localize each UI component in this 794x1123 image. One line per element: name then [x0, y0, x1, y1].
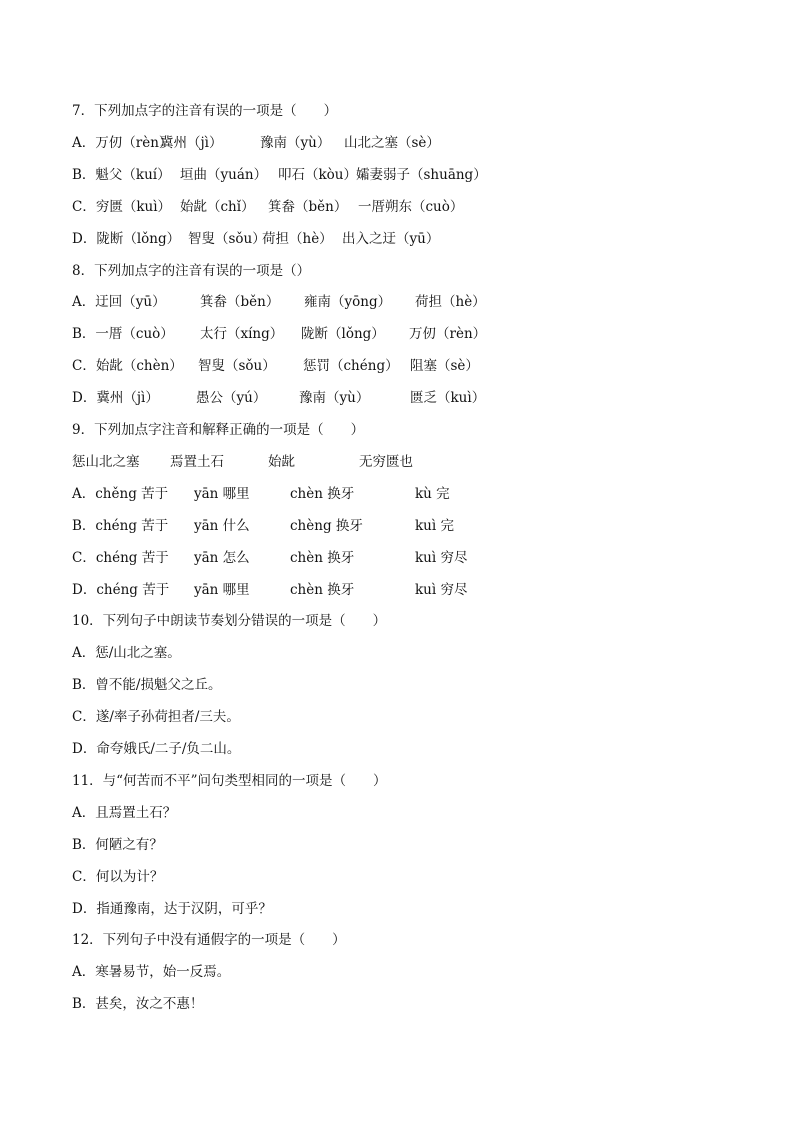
option-row — [72, 355, 734, 377]
option-row — [72, 291, 734, 313]
option-cell: 陇断（lǒng） — [301, 326, 385, 343]
option-cell: 惩山北之塞 — [72, 453, 140, 470]
option-cell: C．穷匮（kuì） — [72, 198, 172, 215]
option-cell: D．陇断（lǒng） — [72, 230, 181, 247]
option-cell: 孀妻弱子（shuāng） — [356, 166, 487, 183]
option-cell: 始龀（chǐ） — [180, 198, 255, 215]
option-cell: chèn 换牙 — [290, 485, 355, 502]
question-stem: 10．下列句子中朗读节奏划分错误的一项是（ ） — [72, 613, 387, 630]
option-cell: 太行（xíng） — [200, 326, 284, 343]
option-cell: kuì 穷尽 — [415, 581, 468, 598]
option-cell: A．迂回（yū） — [72, 294, 166, 311]
option-cell: 万仞（rèn） — [409, 326, 487, 343]
option-cell: yān 怎么 — [194, 549, 250, 566]
option-cell: 冀州（jì） — [160, 134, 223, 151]
option-cell: yān 哪里 — [194, 485, 250, 502]
option-cell: chèn 换牙 — [290, 581, 355, 598]
option-cell: 箕畚（běn） — [268, 198, 348, 215]
option-cell: 匮乏（kuì） — [410, 390, 486, 407]
option-row — [72, 547, 734, 569]
question-stem: 11．与“何苦而不平”问句类型相同的一项是（ ） — [72, 772, 387, 789]
option-cell: D．冀州（jì） — [72, 390, 159, 407]
option-row — [72, 164, 734, 186]
option-cell: 阻塞（sè） — [410, 358, 479, 375]
option-row — [72, 196, 734, 218]
option-cell: B．chéng 苦于 — [72, 517, 169, 534]
option-line: B．甚矣，汝之不惠！ — [72, 996, 204, 1013]
option-cell: 豫南（yù） — [299, 390, 370, 407]
option-cell: 焉置土石 — [170, 453, 224, 470]
option-line: B．何陋之有？ — [72, 836, 163, 853]
option-row — [72, 323, 734, 345]
option-row — [72, 579, 734, 601]
option-cell: D．chéng 苦于 — [72, 581, 170, 598]
option-line: B．曾不能/损魁父之丘。 — [72, 677, 222, 694]
option-cell: 惩罚（chéng） — [303, 358, 399, 375]
option-cell: 箕畚（běn） — [200, 294, 280, 311]
question-stem: 9．下列加点字注音和解释正确的一项是（ ） — [72, 422, 365, 438]
option-cell: C．chéng 苦于 — [72, 549, 169, 566]
option-row — [72, 228, 734, 250]
option-cell: C．始龀（chèn） — [72, 358, 183, 375]
option-cell: 无穷匮也 — [359, 453, 413, 470]
option-cell: B．魁父（kuí） — [72, 166, 171, 183]
option-cell: A．万仞（rèn） — [72, 134, 173, 151]
option-line: D．命夸娥氏/二子/负二山。 — [72, 741, 241, 757]
option-cell: 山北之塞（sè） — [344, 134, 440, 151]
option-line: D．指通豫南，达于汉阴，可乎？ — [72, 900, 272, 917]
question-stem: 8．下列加点字的注音有误的一项是（） — [72, 262, 311, 279]
option-line: A．且焉置土石？ — [72, 804, 177, 821]
option-row — [72, 515, 734, 537]
option-row — [72, 132, 734, 154]
option-cell: kuì 完 — [415, 517, 454, 534]
option-line: A．惩/山北之塞。 — [72, 645, 181, 662]
option-cell: kuì 穷尽 — [415, 549, 468, 566]
option-cell: 豫南（yù） — [260, 134, 331, 151]
option-cell: 愚公（yú） — [196, 390, 267, 407]
option-cell: 出入之迂（yū） — [342, 230, 440, 247]
option-row — [72, 387, 734, 409]
option-cell: 雍南（yōng） — [304, 294, 392, 311]
option-cell: 始龀 — [268, 453, 295, 470]
option-row — [72, 483, 734, 505]
option-cell: 垣曲（yuán） — [180, 166, 268, 183]
option-cell: 荷担（hè） — [262, 230, 333, 247]
option-cell: 智叟（sǒu） — [188, 230, 266, 247]
option-cell: chèn 换牙 — [290, 549, 355, 566]
option-cell: yān 什么 — [194, 517, 250, 534]
option-line: A．寒暑易节，始一反焉。 — [72, 964, 231, 981]
option-cell: A．chěng 苦于 — [72, 485, 169, 502]
option-cell: 荷担（hè） — [415, 294, 486, 311]
option-cell: 智叟（sǒu） — [198, 358, 276, 375]
option-cell: kù 完 — [415, 485, 450, 502]
option-cell: yān 哪里 — [194, 581, 250, 598]
option-cell: B．一厝（cuò） — [72, 326, 174, 343]
question-stem: 12．下列句子中没有通假字的一项是（ ） — [72, 932, 346, 949]
option-cell: 叩石（kòu） — [278, 166, 358, 183]
option-cell: chèng 换牙 — [290, 517, 363, 534]
option-line: C．何以为计？ — [72, 868, 164, 885]
option-cell: 一厝朔东（cuò） — [358, 198, 464, 215]
question-stem: 7．下列加点字的注音有误的一项是（ ） — [72, 103, 338, 119]
option-row — [72, 451, 734, 473]
option-line: C．遂/率子孙荷担者/三夫。 — [72, 709, 240, 726]
